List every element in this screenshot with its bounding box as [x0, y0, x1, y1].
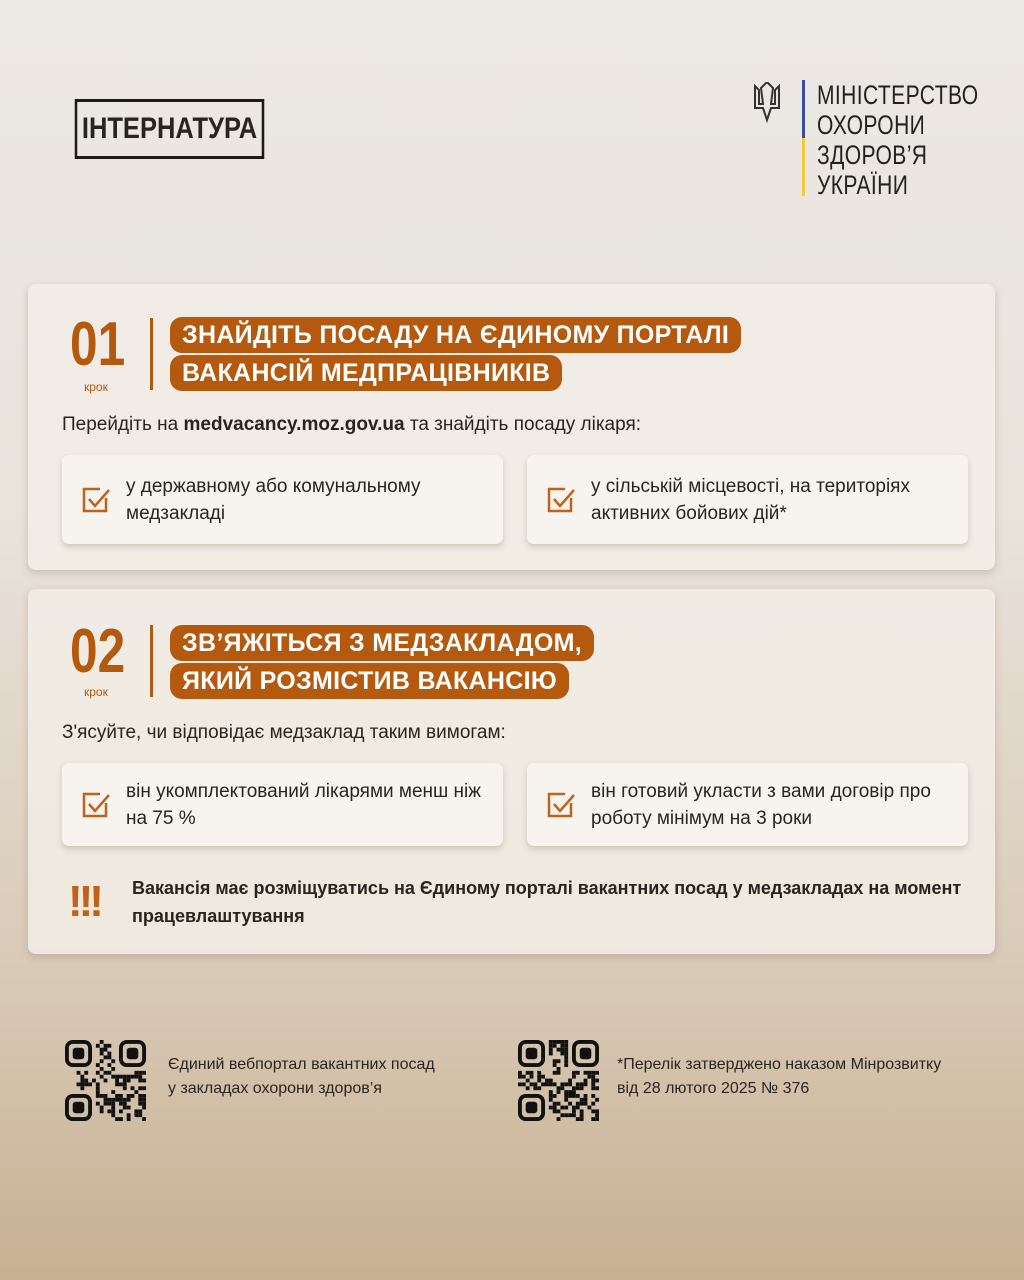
step-title-line: ЗНАЙДІТЬ ПОСАДУ НА ЄДИНОМУ ПОРТАЛІ [170, 317, 741, 353]
trident-icon [752, 82, 782, 126]
step-lead: З'ясуйте, чи відповідає медзаклад таким вимогам: [62, 722, 506, 743]
checkbox-icon [80, 789, 112, 821]
page-badge: ІНТЕРНАТУРА [75, 99, 265, 159]
step-title-line: ЯКИЙ РОЗМІСТИВ ВАКАНСІЮ [170, 663, 569, 699]
ministry-line: МІНІСТЕРСТВО [817, 80, 979, 110]
flag-bar [802, 80, 805, 196]
requirement-text: він укомплектований лікарями менш ніж на 75 % [126, 780, 481, 829]
ministry-logo [752, 80, 1024, 200]
divider [150, 318, 153, 390]
warning-text: Вакансія має розміщуватись на Єдиному порталі вакантних посад у медзакладах на момент працевлаштування [132, 878, 962, 926]
footer-portal-text [168, 1053, 435, 1101]
requirement-item [62, 763, 503, 846]
footer-note [617, 1053, 941, 1101]
step-number: 02 [70, 617, 126, 686]
footer-line: Єдиний вебпортал вакантних посад [168, 1056, 435, 1073]
step-label: крок [84, 380, 108, 394]
requirement-item [527, 763, 968, 846]
requirement-item [527, 455, 968, 544]
ministry-line: УКРАЇНИ [817, 170, 909, 200]
footer-line: від 28 лютого 2025 № 376 [617, 1080, 810, 1097]
lead-text: Перейдіть на [62, 414, 184, 435]
ministry-line: ЗДОРОВ’Я [817, 140, 928, 170]
step-lead [62, 414, 641, 436]
lead-text: та знайдіть посаду лікаря: [404, 414, 642, 435]
footer-line: *Перелік затверджено наказом Мінрозвитку [617, 1056, 942, 1073]
step-card-1 [28, 284, 995, 570]
requirement-text: у сільській місцевості, на територіях активних бойових дій* [591, 475, 910, 524]
portal-link[interactable]: medvacancy.moz.gov.ua [183, 414, 405, 435]
qr-code-portal[interactable] [65, 1040, 146, 1121]
qr-code-order[interactable] [518, 1040, 599, 1121]
step-label: крок [84, 685, 108, 699]
checkbox-icon [545, 484, 577, 516]
requirement-item [62, 455, 503, 544]
checkbox-icon [545, 789, 577, 821]
warning-icon: !!! [68, 877, 100, 926]
step-number: 01 [70, 310, 126, 379]
requirement-text: у державному або комунальному медзакладі [126, 475, 421, 524]
requirement-text: він готовий укласти з вами договір про роботу мінімум на 3 роки [591, 780, 931, 829]
footer-line: у закладах охорони здоров’я [168, 1080, 382, 1097]
step-title-line: ЗВ’ЯЖІТЬСЯ З МЕДЗАКЛАДОМ, [170, 625, 594, 661]
ministry-line: ОХОРОНИ [817, 110, 926, 140]
step-title-line: ВАКАНСІЙ МЕДПРАЦІВНИКІВ [170, 355, 562, 391]
divider [150, 625, 153, 697]
checkbox-icon [80, 484, 112, 516]
step-card-2 [28, 589, 995, 954]
